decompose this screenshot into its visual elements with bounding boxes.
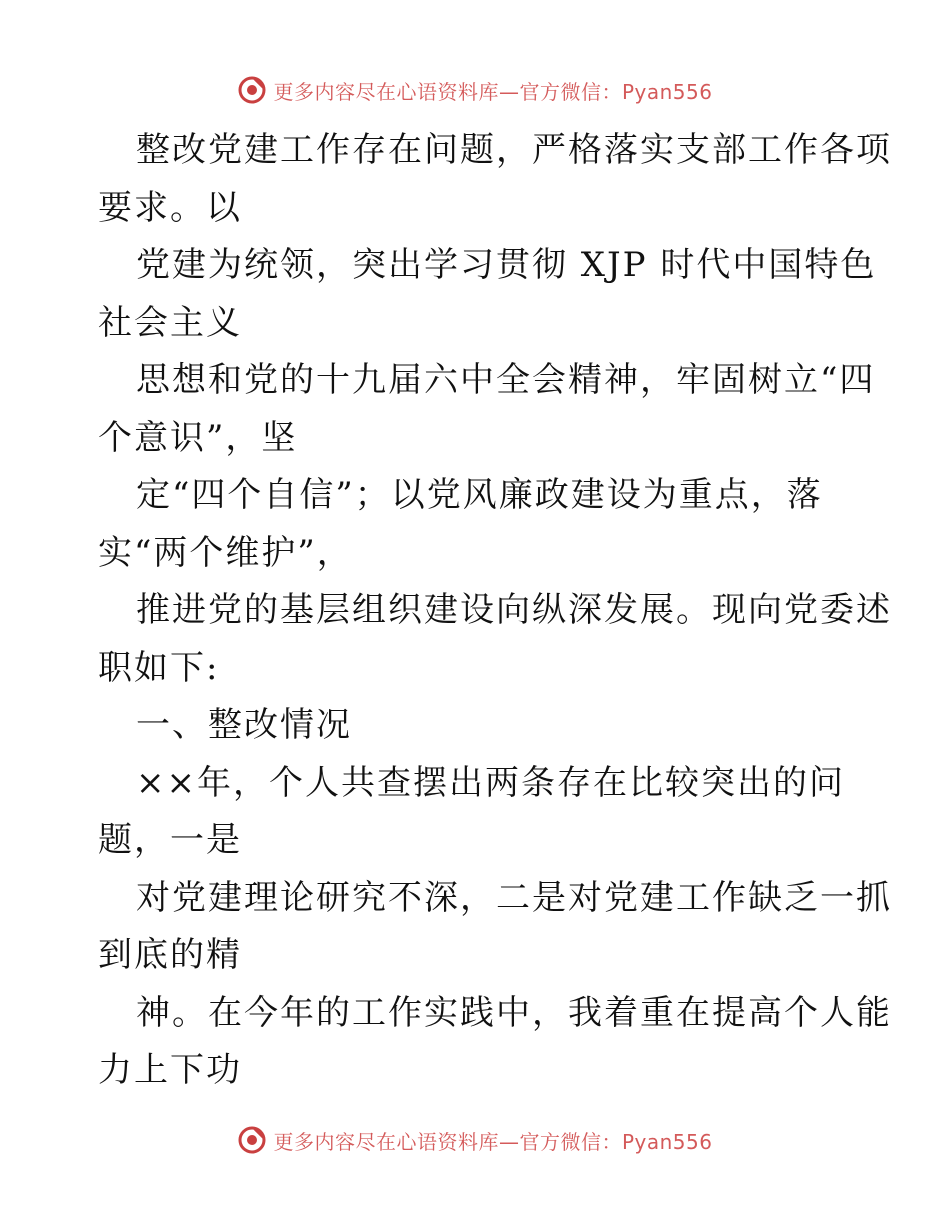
- text-line: 对党建理论研究不深，二是对党建工作缺乏一抓: [136, 878, 892, 918]
- text-line: 题，一是: [98, 820, 242, 860]
- text-line: 要求。以: [98, 188, 242, 228]
- text-line: 实“两个维护”，: [98, 533, 353, 573]
- watermark-text: 更多内容尽在心语资料库—官方微信：Pyan556: [273, 79, 713, 104]
- text-line: 思想和党的十九届六中全会精神，牢固树立“四: [136, 360, 876, 400]
- logo-icon: [237, 75, 267, 105]
- watermark-text: 更多内容尽在心语资料库—官方微信：Pyan556: [273, 1129, 713, 1154]
- footer-watermark: [0, 1120, 950, 1160]
- text-line: 推进党的基层组织建设向纵深发展。现向党委述: [136, 590, 892, 630]
- text-line: 个意识”，坚: [98, 418, 298, 458]
- logo-icon: [237, 1125, 267, 1155]
- text-line: 社会主义: [98, 303, 242, 343]
- section-heading: 一、整改情况: [136, 705, 352, 745]
- text-line: 职如下:: [98, 648, 220, 688]
- header-watermark: [0, 70, 950, 110]
- text-line: 定“四个自信”；以党风廉政建设为重点，落: [136, 475, 823, 515]
- text-line: 力上下功: [98, 1050, 242, 1090]
- text-line: 到底的精: [98, 935, 242, 975]
- text-line: 整改党建工作存在问题，严格落实支部工作各项: [136, 130, 892, 170]
- text-line: ××年，个人共查摆出两条存在比较突出的问: [136, 763, 845, 803]
- text-line: 党建为统领，突出学习贯彻 XJP 时代中国特色: [136, 245, 877, 285]
- text-line: 神。在今年的工作实践中，我着重在提高个人能: [136, 993, 892, 1033]
